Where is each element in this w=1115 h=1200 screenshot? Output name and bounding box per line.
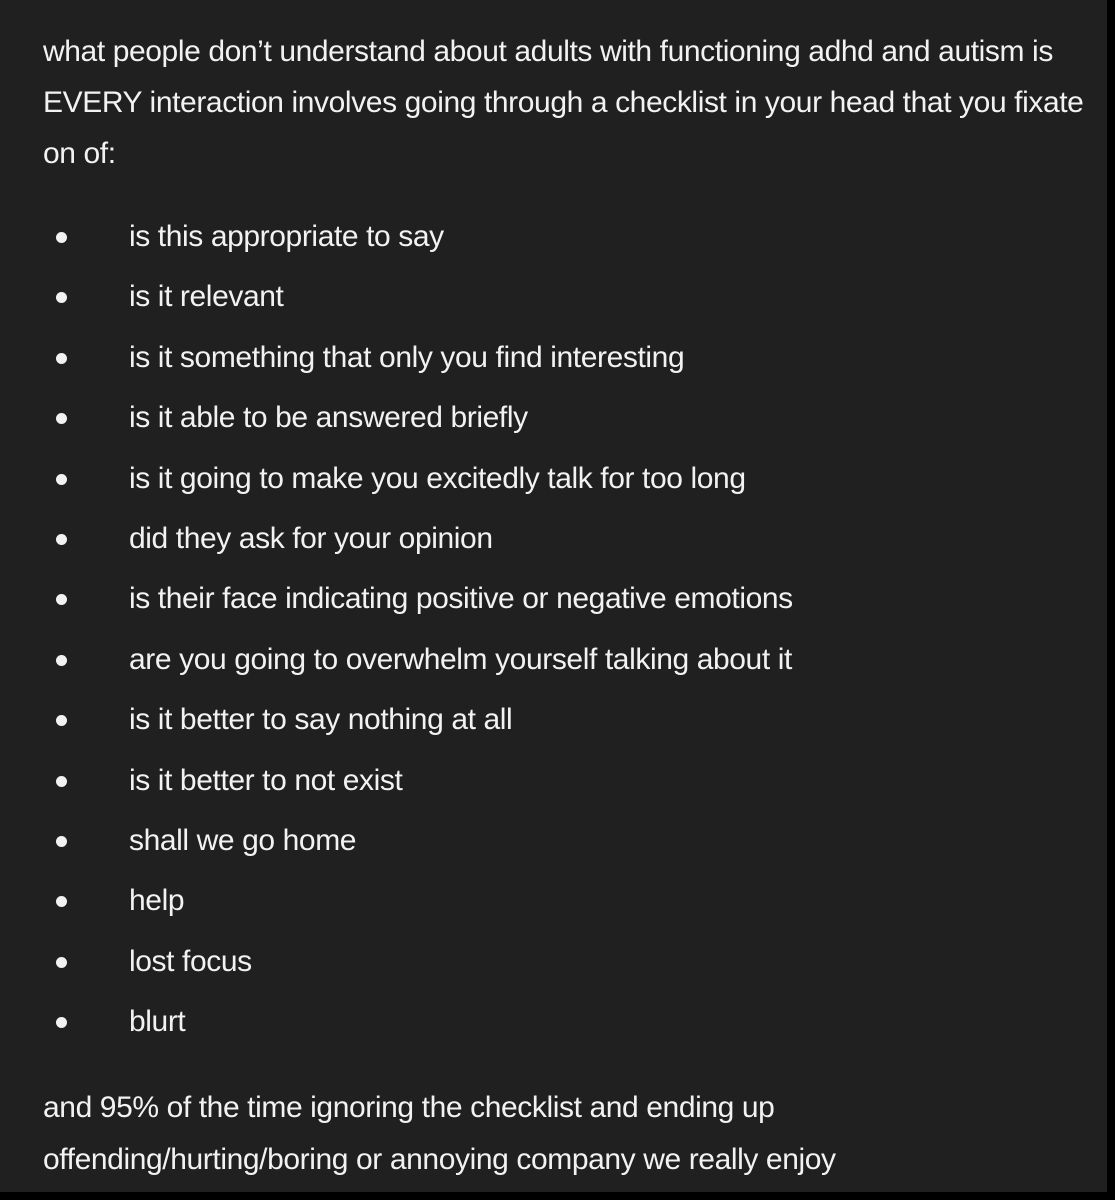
list-item-text: is this appropriate to say [129, 220, 444, 253]
list-item [43, 267, 1087, 327]
list-item-text: are you going to overwhelm yourself talking about it [129, 642, 792, 676]
list-item-text: is it going to make you excitedly talk for too long [129, 461, 746, 495]
list-item-text: blurt [129, 1005, 186, 1039]
list-item [43, 932, 1087, 992]
list-item-text: is it relevant [129, 280, 284, 314]
bullet-icon [56, 836, 67, 847]
list-item-text: shall we go home [129, 823, 357, 857]
bullet-icon [56, 1017, 67, 1028]
list-item-text: is it something that only you find interesting [129, 340, 685, 374]
list-item [43, 569, 1087, 629]
bullet-icon [56, 474, 67, 485]
list-item [43, 811, 1087, 871]
list-item [43, 328, 1087, 388]
bullet-icon [56, 232, 67, 243]
list-item-text: is it better to say nothing at all [129, 703, 513, 737]
bullet-icon [56, 715, 67, 726]
list-item [43, 388, 1087, 448]
bullet-icon [56, 353, 67, 364]
list-item-text: is it able to be answered briefly [129, 401, 528, 435]
bullet-icon [56, 594, 67, 605]
list-item [43, 690, 1087, 750]
list-item [43, 751, 1087, 811]
list-item [43, 992, 1087, 1052]
bullet-icon [56, 534, 67, 545]
list-item [43, 871, 1087, 931]
post-outro-text: and 95% of the time ignoring the checklist and ending up offending/hurting/boring or annoying company we really enjoy [43, 1091, 836, 1177]
list-item-text: help [129, 884, 185, 918]
list-item-text: lost focus [129, 944, 252, 978]
bullet-icon [56, 292, 67, 303]
post-intro-text: what people don’t understand about adults with functioning adhd and autism is EVERY interaction involves going through a checklist in your head that you fixate on of: [43, 35, 1084, 170]
list-item-text: is it better to not exist [129, 763, 403, 797]
bullet-icon [56, 776, 67, 787]
checklist [43, 207, 1087, 1052]
list-item [43, 509, 1087, 569]
bullet-icon [56, 413, 67, 424]
list-item [43, 630, 1087, 690]
list-item-text: is their face indicating positive or negative emotions [129, 582, 793, 616]
list-item [43, 207, 1087, 267]
bullet-icon [56, 896, 67, 907]
list-item-text: did they ask for your opinion [129, 521, 493, 555]
bullet-icon [56, 957, 67, 968]
list-item [43, 449, 1087, 509]
bullet-icon [56, 655, 67, 666]
